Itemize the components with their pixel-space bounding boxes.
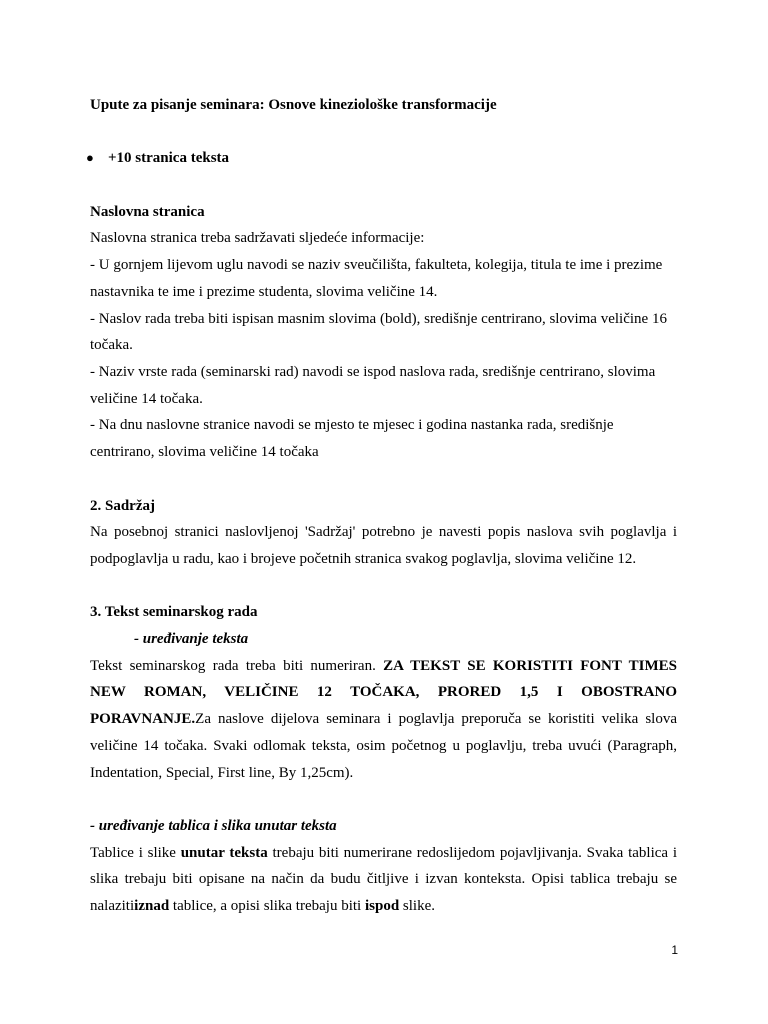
paragraph-text: trebaju biti numerirane redoslijedom pojavljivanja. Svaka tablica i slika trebaju biti opisane na način da budu čitljive i izvan konteksta. Opisi tablica trebaju se nalaziti [90, 844, 677, 915]
emphasis-text: unutar teksta [180, 844, 268, 861]
bullet-icon: ● [86, 150, 94, 166]
text-line: veličine 14 točaka. [90, 390, 203, 407]
paragraph-uredivanje-teksta [90, 653, 677, 787]
subheading-uredivanje-teksta: - uređivanje teksta [134, 631, 249, 647]
text-line: - Naziv vrste rada (seminarski rad) navodi se ispod naslova rada, središnje centrirano, slovima [90, 364, 656, 380]
text-line: - Na dnu naslovne stranice navodi se mjesto te mjesec i godina nastanka rada, središnje [90, 417, 614, 434]
section-heading-tekst: 3. Tekst seminarskog rada [90, 604, 258, 621]
document-body [86, 92, 678, 920]
emphasis-text: ZA TEKST SE KORISTITI FONT TIMES NEW ROMAN, VELIČINE 12 TOČAKA, PRORED 1,5 I OBOSTRANO PORAVNANJE. [90, 657, 678, 728]
document-title: Upute za pisanje seminara: Osnove kineziološke transformacije [90, 97, 497, 113]
emphasis-text: ispod [364, 898, 400, 915]
paragraph-text: tablice, a opisi slika trebaju biti [169, 898, 365, 915]
page-number: 1 [671, 943, 678, 957]
text-line: - Naslov rada treba biti ispisan masnim slovima (bold), središnje centrirano, slovima veličine 16 [90, 310, 667, 327]
bullet-item [86, 145, 677, 172]
text-line: - U gornjem lijevom uglu navodi se naziv sveučilišta, fakulteta, kolegija, titula te ime i prezime [90, 257, 663, 274]
subheading-tablice-slike: - uređivanje tablica i slika unutar teksta [90, 817, 337, 834]
section-heading-sadrzaj: 2. Sadržaj [90, 497, 155, 514]
section-intro: Naslovna stranica treba sadržavati sljedeće informacije: [90, 230, 425, 247]
text-line: nastavnika te ime i prezime studenta, slovima veličine 14. [90, 283, 438, 300]
text-line: centrirano, slovima veličine 14 točaka [90, 444, 319, 461]
emphasis-text: iznad [134, 898, 170, 915]
paragraph-text: slike. [399, 898, 436, 915]
paragraph-tablice-slike [90, 840, 677, 920]
section-heading-naslovna: Naslovna stranica [90, 203, 205, 220]
text-line: točaka. [90, 337, 133, 354]
paragraph-text: Tablice i slike [90, 844, 181, 861]
paragraph-sadrzaj: Na posebnoj stranici naslovljenoj 'Sadržaj' potrebno je navesti popis naslova svih poglavlja i podpoglavlja u radu, kao i brojeve početnih stranica svakog poglavlja, slovima veličine 12. [90, 524, 677, 567]
paragraph-text: Tekst seminarskog rada treba biti numeriran. [90, 657, 384, 674]
bullet-text: +10 stranica teksta [108, 150, 230, 167]
paragraph-text: Za naslove dijelova seminara i poglavlja preporuča se koristiti velika slova veličine 14 točaka. Svaki odlomak teksta, osim početnog u poglavlju, treba uvući (Paragraph, Indentation, Special, First line, By 1,25cm). [90, 711, 677, 781]
